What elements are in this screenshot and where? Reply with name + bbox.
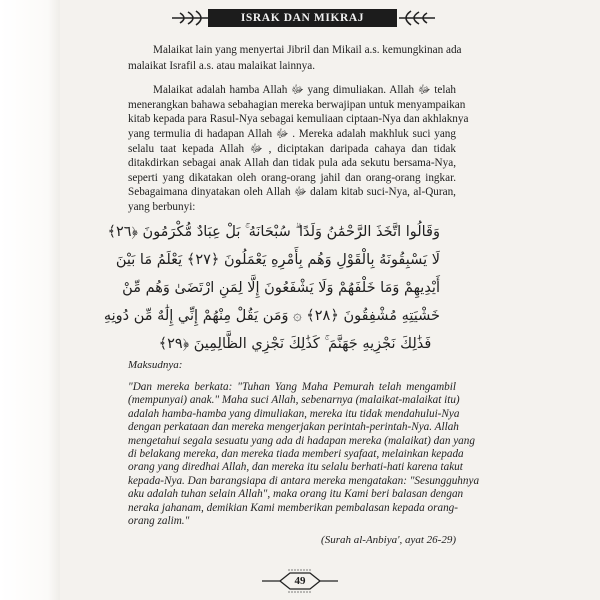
text-line: "Dan mereka berkata: "Tuhan Yang Maha Pemurah telah mengambil [128,381,456,393]
text-line: seperti yang dikatakan oleh orang-orang jahil dan orang-orang ingkar. [128,172,456,184]
page-number [260,568,340,594]
text-line: selalu taat kepada Allah ﷻ , diciptakan daripada cahaya dan tidak [128,143,456,155]
text-line: aku adalah tuhan selain Allah", maka orang itu Kami beri balasan dengan [128,488,464,500]
text-line: menerangkan bahawa sebahagian mereka berwajipan untuk menyampaikan [128,99,466,111]
text-line: Malaikat adalah hamba Allah ﷻ yang dimuliakan. Allah ﷻ telah [153,84,457,96]
text-line: dengan perkataan dan mereka mengerjakan perintah-perintah-Nya. Allah [128,421,459,433]
arabic-line: فَذَٰلِكَ نَجْزِيهِ جَهَنَّمَ ۚ كَذَٰلِكَ نَجْزِي الظَّالِمِينَ ﴿٢٩﴾ [158,336,432,352]
header-title: ISRAK DAN MIKRAJ [208,9,397,27]
text-line: orang zalim." [128,515,190,527]
maksudnya-label: Maksudnya: [128,359,183,371]
right-ornament-icon [397,7,437,29]
text-line: malaikat Israfil a.s. atau malaikat lainnya. [128,60,316,72]
text-line: mengetahui segala sesuatu yang ada di hadapan mereka (malaikat) dan yang [128,435,475,447]
text-line: (mempunyai) anak." Maha suci Allah, sebenarnya (malaikat-malaikat itu) [128,394,460,406]
text-line: Malaikat lain yang menyertai Jibril dan Mikail a.s. kemungkinan ada [153,44,462,56]
text-line: yang termulia di hadapan Allah ﷻ . Mereka adalah makhluk suci yang [128,128,456,140]
page-edge [0,0,60,600]
arabic-line: خَشْيَتِهِ مُشْفِقُونَ ﴿٢٨﴾ ۞ وَمَن يَقُلْ مِنْهُمْ إِنِّي إِلَٰهٌ مِّن دُونِهِ [103,308,440,324]
text-line: orang yang diredhai Allah, dan mereka itu selalu berhati-hati karena takut [128,461,463,473]
text-line: Sebagaimana dinyatakan oleh Allah ﷻ dalam kitab suci-Nya, al-Quran, [128,186,456,198]
arabic-line: وَقَالُوا اتَّخَذَ الرَّحْمَٰنُ وَلَدًا ۗ سُبْحَانَهُ ۚ بَلْ عِبَادٌ مُّكْرَمُونَ ﴿٢٦﴾ [107,224,440,240]
arabic-line: أَيْدِيهِمْ وَمَا خَلْفَهُمْ وَلَا يَشْفَعُونَ إِلَّا لِمَنِ ارْتَضَىٰ وَهُم مِّنْ [122,280,440,296]
text-line: yang berbunyi: [128,201,196,213]
text-line: di belakang mereka, dan mereka tiada memberi syafaat, melainkan kepada [128,448,464,460]
arabic-line: لَا يَسْبِقُونَهُ بِالْقَوْلِ وَهُم بِأَمْرِهِ يَعْمَلُونَ ﴿٢٧﴾ يَعْلَمُ مَا بَيْنَ [115,252,440,268]
text-line: kitab kepada para Rasul-Nya sebagai kemuliaan ciptaan-Nya dan akhlaknya [128,113,469,125]
verse-source: (Surah al-Anbiya', ayat 26-29) [321,534,456,546]
text-line: kepada-Nya. Dan barangsiapa di antara mereka mengatakan: "Sesungguhnya [128,475,480,487]
page-number-text: 49 [294,575,306,587]
text-line: neraka jahanam, demikian Kami memberikan pembalasan kepada orang- [128,502,458,514]
text-line: ditakdirkan sebagai anak Allah dan tidak pula ada sekutu bersama-Nya, [128,157,456,169]
running-header [170,7,435,29]
text-line: adalah hamba-hamba yang dimuliakan, mereka itu tidak mendahului-Nya [128,408,460,420]
left-ornament-icon [170,7,210,29]
